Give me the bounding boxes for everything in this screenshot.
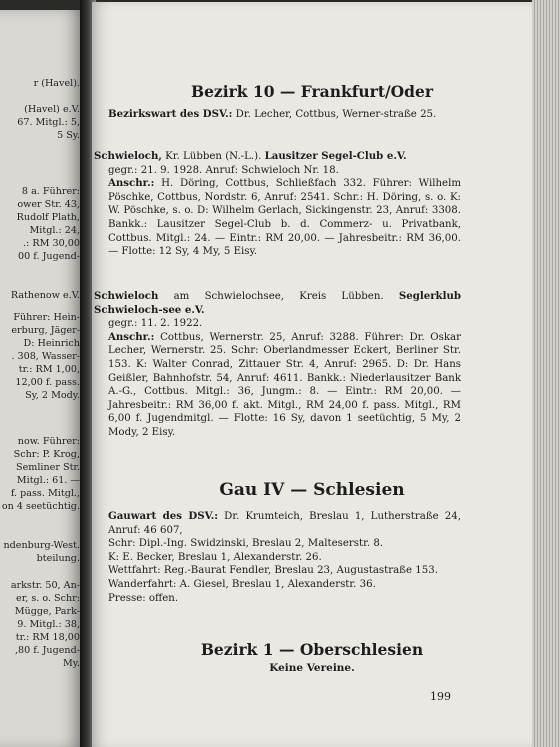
club-founded: gegr.: 21. 9. 1928. Anruf: Schwieloch Nr. 18. [108, 164, 339, 176]
left-page-text-fragment: tr.: RM 1,00, [18, 364, 80, 375]
official-line: Wettfahrt: Reg.-Baurat Fendler, Breslau 23, Augustastraße 153. [108, 565, 438, 577]
official-label: Gauwart des DSV.: [108, 510, 219, 522]
club-name: Lausitzer Segel-Club e.V. [264, 150, 407, 162]
left-page-text-fragment: Rathenow e.V. [10, 290, 80, 301]
club-address-label: Anschr.: [108, 177, 155, 190]
section-heading-gau-iv: Gau IV — Schlesien [219, 480, 405, 500]
left-page-text-fragment: erburg, Jäger- [11, 325, 80, 336]
left-page-text-fragment: now. Führer: [17, 436, 80, 447]
club-founded: gegr.: 11. 2. 1922. [108, 318, 203, 330]
left-page-text-fragment: D: Heinrich [23, 338, 80, 349]
left-page-text-fragment: tr.: RM 18,00 [15, 632, 80, 643]
club-body: H. Döring, Cottbus, Schließfach 332. Führer: Wilhelm Pöschke, Cottbus, Nordstr. 6, Anruf: 2541. Schr.: H. Döring, s. o. K: W. Pöschke, s. o. D: Wilhelm Gerlach, Sickingenstr. 23, Anruf: 3308. Bankk.: Lausitzer Segel-Club b. d. Commerz- u. Privatbank, Cottbus. Mitgl.: 24. — Eintr.: RM 20,00. — Jahresbeitr.: RM 36,00. — Flotte: 12 Sy, 4 My, 5 Eisy. [108, 178, 461, 258]
no-clubs-note: Keine Vereine. [269, 662, 355, 674]
left-page-text-fragment: Führer: Hein- [13, 312, 80, 323]
page-edges [532, 0, 560, 747]
left-page [0, 10, 84, 747]
gau-officials [108, 510, 461, 605]
left-page-text-fragment: r (Havel). [33, 78, 80, 89]
official-line [108, 510, 461, 537]
club-entry-schwielochsee [94, 290, 461, 440]
left-page-text-fragment: on 4 seetüchtig. [1, 501, 80, 512]
club-address-label: Anschr.: [108, 330, 155, 343]
official-text: Dr. Krumteich, Breslau 1, Lutherstraße 24, Anruf: 46 607, [108, 511, 461, 536]
left-page-text-fragment: ndenburg-West. [3, 540, 80, 551]
left-page-text-fragment: Mitgl.: 24, [29, 225, 80, 236]
club-place: Schwieloch, [94, 150, 162, 162]
left-page-text-fragment: 8 a. Führer: [21, 186, 80, 197]
left-page-text-fragment: bteilung. [36, 553, 80, 564]
left-page-text-fragment: f. pass. Mitgl., [10, 488, 80, 499]
left-page-text-fragment: arkstr. 50, An- [10, 580, 80, 591]
page-number: 199 [430, 690, 451, 703]
warden-label: Bezirkswart des DSV.: [108, 108, 233, 120]
section-heading-bezirk-1: Bezirk 1 — Oberschlesien [200, 640, 424, 659]
left-page-text-fragment: er, s. o. Schr: [16, 593, 80, 604]
left-page-text-fragment: Sy, 2 Mody. [25, 390, 80, 401]
left-page-text-fragment: Mitgl.: 61. — [16, 475, 80, 486]
left-page-text-fragment: 12,00 f. pass. [15, 377, 80, 388]
official-line: Presse: offen. [108, 592, 179, 604]
club-district: Kr. Lübben (N.-L.). [165, 151, 262, 162]
left-page-text-fragment: (Havel) e.V. [24, 104, 80, 115]
left-page-text-fragment: Semliner Str. [16, 462, 80, 473]
left-page-text-fragment: Schr: P. Krog, [13, 449, 80, 460]
left-page-text-fragment: 9. Mitgl.: 38, [17, 619, 80, 630]
left-page-text-fragment: My. [62, 658, 80, 669]
left-page-text-fragment: 00 f. Jugend- [18, 251, 80, 262]
left-page-text-fragment: ower Str. 43, [17, 199, 80, 210]
left-page-text-fragment: Mügge, Park- [14, 606, 80, 617]
left-page-text-fragment: Rudolf Plath, [16, 212, 80, 223]
club-place: Schwieloch [94, 290, 159, 302]
official-line: Schr: Dipl.-Ing. Swidzinski, Breslau 2, Malteserstr. 8. [108, 538, 384, 550]
left-page-text-fragment: ,80 f. Jugend- [14, 645, 80, 656]
left-page-text-fragment: 67. Mitgl.: 5, [17, 117, 80, 128]
club-body: Cottbus, Wernerstr. 25, Anruf: 3288. Führer: Dr. Oskar Lecher, Wernerstr. 25. Schr: Oberlandmesser Eckert, Berliner Str. 153. K: Walter Conrad, Zittauer Str. 4, Anruf: 2965. D: Dr. Hans Geißler, Bahnhofstr. 54, Anruf: 4611. Bankk.: Niederlausitzer Bank A.-G., Cottbus. Mitgl.: 36, Jungm.: 8. — Eintr.: RM 20,00. — Jahresbeitr.: RM 36,00 f. akt. Mitgl., RM 24,00 f. pass. Mitgl., RM 6,00 f. Jugendmitgl. — Flotte: 16 Sy, davon 1 seetüchtig, 5 My, 2 Mody, 2 Eisy. [108, 331, 461, 438]
club-district: am Schwielochsee, Kreis Lübben. [173, 291, 384, 302]
section-heading-bezirk-10: Bezirk 10 — Frankfurt/Oder [190, 82, 434, 101]
club-entry-lausitzer [94, 150, 461, 259]
left-page-text-fragment: 5 Sy. [57, 130, 80, 141]
club-name: Seglerklub Schwieloch-see e.V. [94, 290, 462, 316]
left-page-text-fragment: .: RM 30,00 [23, 238, 80, 249]
official-line: Wanderfahrt: A. Giesel, Breslau 1, Alexanderstr. 36. [108, 578, 376, 590]
official-line: K: E. Becker, Breslau 1, Alexanderstr. 26. [108, 551, 322, 563]
left-page-text-fragment: . 308, Wasser- [11, 351, 80, 362]
warden-text: Dr. Lecher, Cottbus, Werner-straße 25. [235, 109, 437, 120]
district-warden [108, 108, 461, 122]
